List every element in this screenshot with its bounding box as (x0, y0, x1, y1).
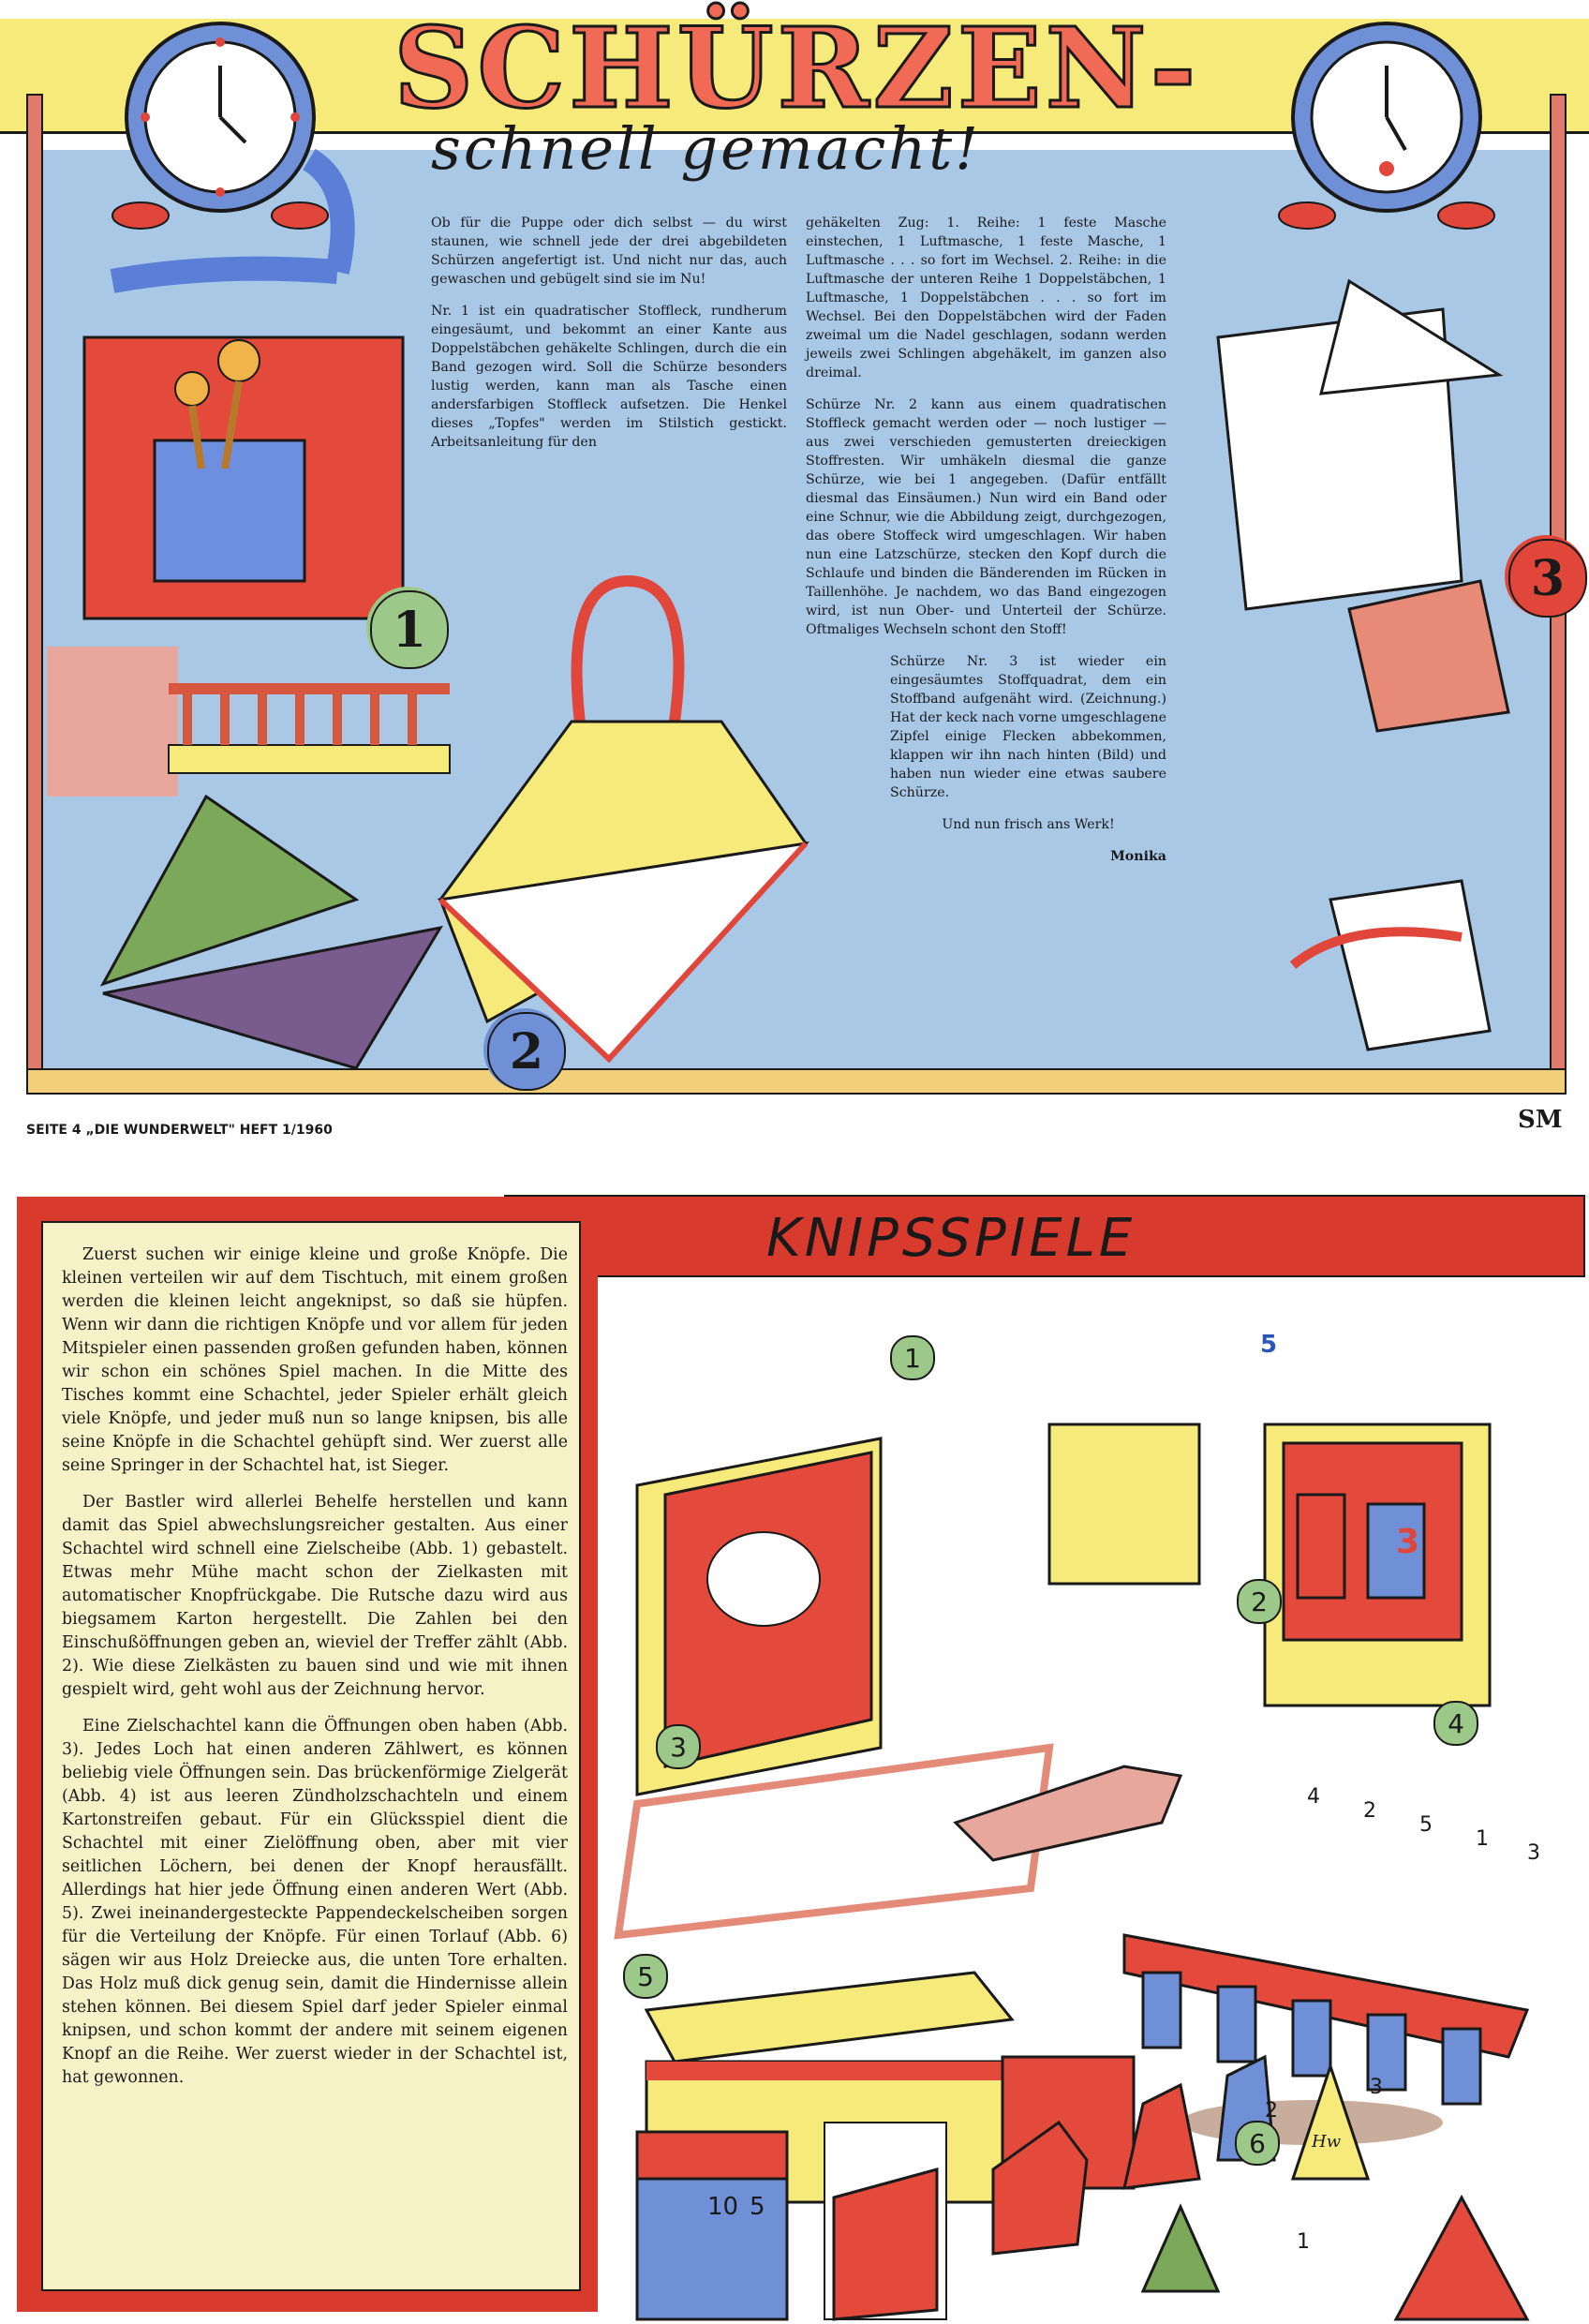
bridge-number: 5 (1419, 1813, 1433, 1837)
signature: Monika (1110, 849, 1166, 864)
paragraph: Schürze Nr. 2 kann aus einem quadratischen Stoffleck gemacht werden oder — noch lustiger — aus zwei verschieden gemusterten dreieckigen Stoffresten. Wir umhäkeln diesmal die ganze Schürze, wie bei 1 angegeben. (Dafür entfällt diesmal das Einsäumen.) Nun wird ein Band oder eine Schnur, wie die Abbildung zeigt, durchgezogen, das obere Stoffeck wird umgeschlagen. Wir haben nun eine Latzschürze, stecken den Kopf durch die Schlaufe und binden die Bänderenden im Rücken in Taillenhöhe. Je nachdem, wo das Band eingezogen wird, ist nun Ober- und Unterteil der Schürze. Oftmaliges Wechseln schont den Stoff! (806, 397, 1166, 637)
box2-number: 5 (1260, 1331, 1278, 1359)
paragraph: Nr. 1 ist ein quadratischer Stoffleck, rundherum eingesäumt, und bekommt an einer Kante aus Doppelstäbchen gehäkelte Schlingen, durch die ein Band gezogen wird. Soll die Schürze besonders lustig werden, kann man als Tasche einen andersfarbigen Stoffleck aufsetzen. Die Henkel dieses „Topfes" werden im Stilstich gestickt. Arbeitsanleitung für den (431, 304, 787, 450)
bridge-number: 4 (1307, 1785, 1320, 1809)
article-title: SCHÜRZEN- (394, 3, 1200, 133)
apron-label-3: 3 (1508, 539, 1587, 618)
bridge-number: 3 (1527, 1841, 1540, 1865)
fabric-triangles-illustration (103, 797, 440, 1068)
figure-number-4: 4 (1433, 1701, 1478, 1746)
bridge-number: 2 (1363, 1799, 1376, 1823)
figure-number-6: 6 (1235, 2121, 1280, 2166)
closing-line: Und nun frisch ans Werk! (942, 817, 1115, 832)
hand-illustration (956, 1766, 1181, 1860)
paragraph: Der Bastler wird allerlei Behelfe herstellen und kann damit das Spiel abwechslungsreicher gestalten. Aus einer Schachtel wird schnell eine Zielscheibe (Abb. 1) gebastelt. Etwas mehr Mühe macht schon der Zielkasten mit automatischer Knopfrückgabe. Die Rutsche dazu wird aus biegsamem Karton hergestellt. Die Zahlen bei den Einschußöffnungen geben an, wieviel der Treffer zählt (Abb. 2). Wie diese Zielkästen zu bauen sind und wie mit ihnen gespielt wird, geht wohl aus der Zeichnung hervor. (62, 1493, 568, 1699)
paragraph: Zuerst suchen wir einige kleine und große Knöpfe. Die kleinen verteilen wir auf dem Tischtuch, mit einem großen werden die kleinen leicht angeknipst, so daß sie hüpfen. Wenn wir dann die richtigen Knöpfe und vor allem für jeden Mitspieler einen passenden großen gefunden haben, können wir schon ein schönes Spiel machen. In die Mitte des Tisches kommt eine Schachtel, jeder Spieler erhält gleich viele Knöpfe, und jeder muß nun so lange knipsen, bis alle seine Knöpfe in die Schachtel gehüpft sind. Wer zuerst alle seine Springer in der Schachtel hat, ist Sieger. (62, 1245, 568, 1475)
apron-2-illustration (440, 581, 806, 1091)
knipsspiele-page (0, 1167, 1589, 2324)
tower-number: 10 (707, 2193, 739, 2221)
gate-number: 1 (1297, 2230, 1310, 2254)
clock-left-icon (112, 23, 328, 229)
paragraph: Eine Zielschachtel kann die Öffnungen oben haben (Abb. 3). Jedes Loch hat einen anderen Zählwert, es können beliebig viele Öffnungen sein. Das brückenförmige Zielgerät (Abb. 4) ist aus leeren Zündholzschachteln und einem Kartonstreifen gebaut. Für ein Glücksspiel dient die Schachtel mit einer Zielöffnung oben, aber mit vier seitlichen Löchern, bei denen der Knopf herausfällt. Allerdings hat hier jede Öffnung einen anderen Wert (Abb. 5). Zwei ineinandergesteckte Pappendeckelscheiben sorgen für die Verteilung der Knöpfe. Für einen Torlauf (Abb. 6) sägen wir aus Holz Dreiecke aus, die unten Tore erhalten. Das Holz muß dick genug sein, damit die Hindernisse allein stehen können. Bei diesem Spiel darf jeder Spieler einmal knipsen, und schon kommt der andere mit seinem eigenen Knopf an die Reihe. Wer zuerst wieder in der Schachtel ist, hat gewonnen. (62, 1717, 568, 2087)
paragraph: gehäkelten Zug: 1. Reihe: 1 feste Masche einstechen, 1 Luftmasche, 1 feste Masche, 1 Luftmasche . . . so fort im Wechsel. 2. Reihe: in die Luftmasche der unteren Reihe 1 Doppelstäbchen, 1 Luftmasche, 1 Doppelstäbchen . . . so fort im Wechsel. Bei den Doppelstäbchen wird der Faden zweimal um die Nadel geschlagen, sodann werden jeweils zwei Schlingen abgehäkelt, im ganzen also dreimal. (806, 216, 1166, 380)
apron-3-illustration (1218, 281, 1587, 1050)
page-title: KNIPSSPIELE (766, 1208, 1136, 1269)
figure-number-3: 3 (656, 1724, 701, 1769)
figure-number-2: 2 (1237, 1579, 1282, 1624)
figure-number-5: 5 (623, 1954, 668, 1999)
figure-number-1: 1 (890, 1335, 935, 1380)
article-body (62, 1244, 568, 2103)
target-box-illustration (618, 1438, 1049, 1935)
tower-box-illustration (637, 2123, 1087, 2319)
bridge-number: 1 (1476, 1827, 1489, 1851)
article-column-2 (806, 214, 1166, 879)
paragraph: Schürze Nr. 3 ist wieder ein eingesäumtes Stoffquadrat, dem ein Stoffband aufgenäht wird. (Zeichnung.) Hat der keck nach vorne umgeschlagene Zipfel einige Flecken abbekommen, klappen wir ihn nach hinten (Bild) und haben nun wieder eine etwas saubere Schürze. (890, 654, 1166, 800)
article-column-1 (431, 214, 787, 465)
artist-signature: Hw (1312, 2132, 1342, 2152)
box2-number: 3 (1396, 1523, 1420, 1561)
gate-number: 3 (1370, 2076, 1383, 2099)
gate-number: 2 (1265, 2099, 1278, 2123)
page-footer: SEITE 4 „DIE WUNDERWELT" HEFT 1/1960 (26, 1123, 333, 1138)
paragraph: Ob für die Puppe oder dich selbst — du wirst staunen, wie schnell jede der drei abgebildeten Schürzen angefertigt ist. Und nicht nur das, auch gewaschen und gebügelt sind sie im Nu! (431, 216, 787, 287)
slide-box-illustration (1049, 1424, 1490, 1706)
apron-label-2: 2 (487, 1012, 566, 1091)
monogram-logo: SM (1518, 1106, 1563, 1134)
article-subtitle: schnell gemacht! (431, 114, 982, 183)
clock-right-icon (1279, 23, 1494, 229)
crochet-sample-illustration (47, 647, 450, 797)
game-illustrations (600, 1279, 1589, 2324)
tower-number: 5 (750, 2193, 765, 2221)
apron-label-1: 1 (370, 590, 449, 669)
